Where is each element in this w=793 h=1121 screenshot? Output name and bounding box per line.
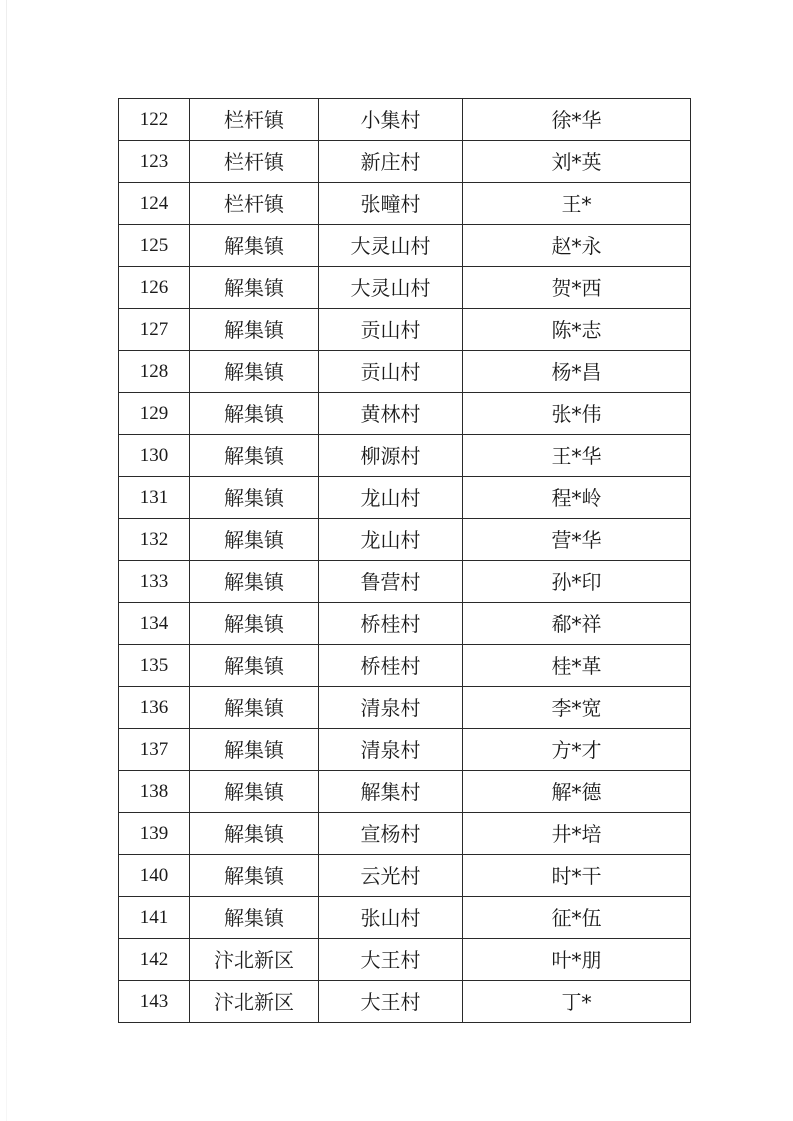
roster-table-body — [119, 99, 691, 1023]
village-cell: 黄林村 — [319, 393, 463, 435]
town-cell: 解集镇 — [190, 603, 319, 645]
row-number-cell: 143 — [119, 981, 190, 1023]
person-name-cell: 方*才 — [463, 729, 691, 771]
village-cell: 龙山村 — [319, 519, 463, 561]
town-cell: 解集镇 — [190, 897, 319, 939]
person-name-cell: 陈*志 — [463, 309, 691, 351]
village-cell: 云光村 — [319, 855, 463, 897]
person-name-cell: 解*德 — [463, 771, 691, 813]
person-name-cell: 郗*祥 — [463, 603, 691, 645]
row-number-cell: 136 — [119, 687, 190, 729]
village-cell: 张疃村 — [319, 183, 463, 225]
person-name-cell: 徐*华 — [463, 99, 691, 141]
person-name-cell: 井*培 — [463, 813, 691, 855]
village-cell: 清泉村 — [319, 687, 463, 729]
row-number-cell: 140 — [119, 855, 190, 897]
village-cell: 桥桂村 — [319, 645, 463, 687]
table-row — [119, 141, 691, 183]
person-name-cell: 营*华 — [463, 519, 691, 561]
table-row — [119, 561, 691, 603]
table-row — [119, 981, 691, 1023]
town-cell: 解集镇 — [190, 771, 319, 813]
row-number-cell: 127 — [119, 309, 190, 351]
row-number-cell: 137 — [119, 729, 190, 771]
village-cell: 大王村 — [319, 981, 463, 1023]
person-name-cell: 杨*昌 — [463, 351, 691, 393]
village-cell: 张山村 — [319, 897, 463, 939]
village-cell: 贡山村 — [319, 351, 463, 393]
town-cell: 解集镇 — [190, 225, 319, 267]
person-name-cell: 王*华 — [463, 435, 691, 477]
town-cell: 解集镇 — [190, 435, 319, 477]
table-row — [119, 351, 691, 393]
row-number-cell: 123 — [119, 141, 190, 183]
town-cell: 栏杆镇 — [190, 99, 319, 141]
table-row — [119, 813, 691, 855]
table-row — [119, 435, 691, 477]
town-cell: 栏杆镇 — [190, 183, 319, 225]
town-cell: 栏杆镇 — [190, 141, 319, 183]
row-number-cell: 126 — [119, 267, 190, 309]
table-row — [119, 603, 691, 645]
row-number-cell: 135 — [119, 645, 190, 687]
person-name-cell: 程*岭 — [463, 477, 691, 519]
village-cell: 贡山村 — [319, 309, 463, 351]
row-number-cell: 134 — [119, 603, 190, 645]
row-number-cell: 139 — [119, 813, 190, 855]
table-row — [119, 477, 691, 519]
village-cell: 鲁营村 — [319, 561, 463, 603]
town-cell: 解集镇 — [190, 309, 319, 351]
town-cell: 解集镇 — [190, 645, 319, 687]
person-name-cell: 贺*西 — [463, 267, 691, 309]
person-name-cell: 孙*印 — [463, 561, 691, 603]
town-cell: 解集镇 — [190, 855, 319, 897]
person-name-cell: 征*伍 — [463, 897, 691, 939]
person-name-cell: 时*干 — [463, 855, 691, 897]
village-cell: 解集村 — [319, 771, 463, 813]
row-number-cell: 142 — [119, 939, 190, 981]
town-cell: 解集镇 — [190, 813, 319, 855]
table-row — [119, 645, 691, 687]
town-cell: 解集镇 — [190, 477, 319, 519]
person-name-cell: 桂*革 — [463, 645, 691, 687]
table-row — [119, 939, 691, 981]
table-row — [119, 897, 691, 939]
town-cell: 解集镇 — [190, 393, 319, 435]
row-number-cell: 128 — [119, 351, 190, 393]
table-row — [119, 855, 691, 897]
row-number-cell: 141 — [119, 897, 190, 939]
village-cell: 龙山村 — [319, 477, 463, 519]
table-row — [119, 267, 691, 309]
scan-edge-shadow — [6, 0, 7, 1121]
roster-table — [118, 98, 691, 1023]
town-cell: 解集镇 — [190, 351, 319, 393]
row-number-cell: 132 — [119, 519, 190, 561]
person-name-cell: 李*宽 — [463, 687, 691, 729]
table-row — [119, 309, 691, 351]
table-row — [119, 519, 691, 561]
village-cell: 新庄村 — [319, 141, 463, 183]
town-cell: 汴北新区 — [190, 939, 319, 981]
row-number-cell: 131 — [119, 477, 190, 519]
table-row — [119, 183, 691, 225]
village-cell: 清泉村 — [319, 729, 463, 771]
village-cell: 柳源村 — [319, 435, 463, 477]
person-name-cell: 叶*朋 — [463, 939, 691, 981]
village-cell: 大灵山村 — [319, 267, 463, 309]
table-row — [119, 687, 691, 729]
village-cell: 大灵山村 — [319, 225, 463, 267]
village-cell: 宣杨村 — [319, 813, 463, 855]
village-cell: 桥桂村 — [319, 603, 463, 645]
town-cell: 汴北新区 — [190, 981, 319, 1023]
table-row — [119, 729, 691, 771]
person-name-cell: 张*伟 — [463, 393, 691, 435]
row-number-cell: 130 — [119, 435, 190, 477]
town-cell: 解集镇 — [190, 687, 319, 729]
village-cell: 大王村 — [319, 939, 463, 981]
row-number-cell: 125 — [119, 225, 190, 267]
town-cell: 解集镇 — [190, 561, 319, 603]
person-name-cell: 赵*永 — [463, 225, 691, 267]
row-number-cell: 138 — [119, 771, 190, 813]
village-cell: 小集村 — [319, 99, 463, 141]
row-number-cell: 133 — [119, 561, 190, 603]
town-cell: 解集镇 — [190, 267, 319, 309]
row-number-cell: 124 — [119, 183, 190, 225]
person-name-cell: 王* — [463, 183, 691, 225]
table-row — [119, 225, 691, 267]
row-number-cell: 122 — [119, 99, 190, 141]
table-row — [119, 771, 691, 813]
table-row — [119, 393, 691, 435]
table-row — [119, 99, 691, 141]
person-name-cell: 丁* — [463, 981, 691, 1023]
row-number-cell: 129 — [119, 393, 190, 435]
town-cell: 解集镇 — [190, 519, 319, 561]
person-name-cell: 刘*英 — [463, 141, 691, 183]
town-cell: 解集镇 — [190, 729, 319, 771]
